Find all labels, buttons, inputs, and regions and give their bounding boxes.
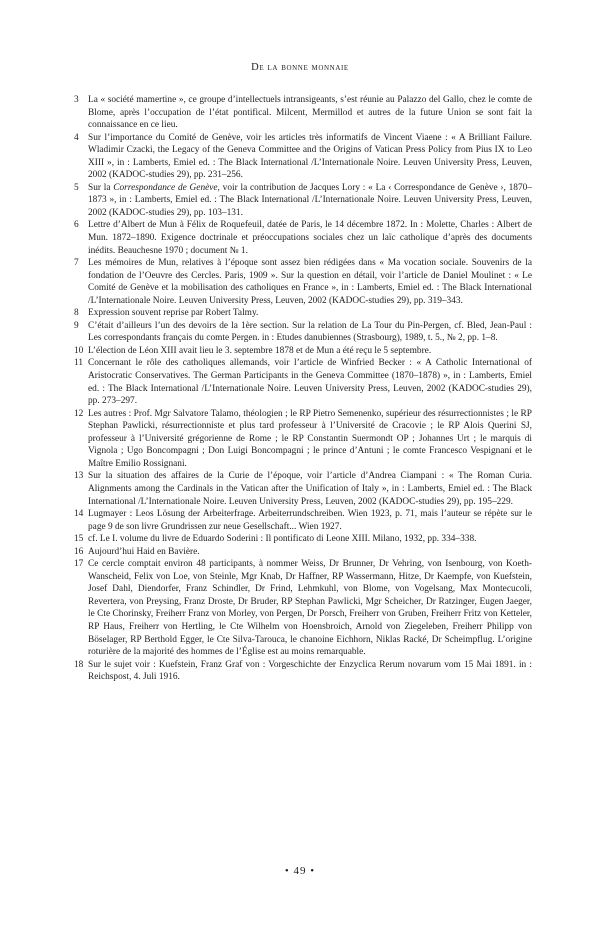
footnote (74, 257, 532, 307)
footnote-text: La « société mamertine », ce groupe d’intellectuels intransigeants, s’est réunie au Palazzo del Gallo, chez le comte de Blome, après l’occupation de l’état pontifical. Milcent, Mermillod et autres de la future Union se sont fait la connaissance en ce lieu. (88, 95, 532, 131)
footnote (74, 533, 532, 546)
footnote-title-italic: Correspondance de Genève, (113, 182, 220, 193)
footnote (74, 470, 532, 508)
footnote (74, 508, 532, 533)
footnote-text-rest: voir la contribution de Jacques Lory : « La ‹ Correspondance de Genève ›, 1870–1873 », in : Lamberts, Emiel ed. : The Black International /L’Internationale Noire. Leuven University Press, Leuven, 2002 (KADOC-studies 29), pp. 103–131. (88, 182, 532, 218)
footnote-number: 9 (74, 320, 79, 331)
footnote-number: 8 (74, 308, 79, 319)
footnote (74, 546, 532, 559)
footnote-text: Aujourd’hui Haid en Bavière. (88, 546, 200, 557)
footnote-number: 5 (74, 182, 79, 193)
footnote-text: C’était d’ailleurs l’un des devoirs de la 1ère section. Sur la relation de La Tour du Pin-Pergen, cf. Bled, Jean-Paul : Les correspondants français du comte Pergen. in : Etudes danubiennes (Strasbourg), 1989, t. 5., № 2, pp. 1–8. (88, 320, 532, 344)
footnotes-list (74, 94, 532, 684)
footnote-number: 4 (74, 132, 79, 143)
footnote-text: Expression souvent reprise par Robert Talmy. (88, 308, 259, 319)
footnote-number: 17 (74, 559, 84, 570)
footnote-number: 11 (74, 358, 83, 369)
footnote-number: 6 (74, 220, 79, 231)
footnote-number: 3 (74, 95, 79, 105)
footnote-text: Sur la situation des affaires de la Curie de l’époque, voir l’article d’Andrea Ciampani : « The Roman Curia. Alignments among the Cardinals in the Vatican after the Unification of Italy », in : Lamberts, Emiel ed. : The Black International /L’Internationale Noire. Leuven University Press, Leuven, 2002 (KADOC-studies 29), pp. 195–229. (88, 471, 532, 507)
footnote-text: Lettre d’Albert de Mun à Félix de Roquefeuil, datée de Paris, le 14 décembre 1872. In : Molette, Charles : Albert de Mun. 1872–1890. Exigence doctrinale et préoccupations sociales chez un laïc catholique d’après des documents inédits. Beauchesne 1970 ; document № 1. (88, 220, 532, 256)
footnote-text: Sur l’importance du Comité de Genève, voir les articles très informatifs de Vincent Viaene : « A Brilliant Failure. Wladimir Czacki, the Legacy of the Geneva Committee and the Origins of Vatican Press Policy from Pius IX to Leo XIII », in : Lamberts, Emiel ed. : The Black International /L’Internationale Noire. Leuven University Press, Leuven, 2002 (KADOC-studies 29), pp. 231–256. (88, 132, 532, 181)
footnote-text: Concernant le rôle des catholiques allemands, voir l’article de Winfried Becker : « A Catholic International of Aristocratic Conservatives. The German Participants in the Geneva Committee (1870–1878) », in : Lamberts, Emiel ed. : The Black International /L’Internationale Noire. Leuven University Press, Leuven, 2002 (KADOC-studies 29), pp. 273–297. (88, 358, 532, 407)
page-number: • 49 • (284, 865, 316, 877)
footnote-number: 7 (74, 258, 79, 269)
footnote-number: 14 (74, 509, 84, 520)
running-head: De la bonne monnaie (251, 62, 349, 73)
footnote-text: Sur le sujet voir : Kuefstein, Franz Graf von : Vorgeschichte der Enzyclica Rerum novarum vom 15 Mai 1891. in : Reichspost, 4. Juli 1916. (88, 659, 532, 683)
footnote-number: 13 (74, 471, 84, 482)
footnote (74, 182, 532, 220)
footnote (74, 558, 532, 658)
footnote-text: Ce cercle comptait environ 48 participants, à nommer Weiss, Dr Brunner, Dr Vehring, von Isenbourg, von Koeth-Wanscheid, Felix von Loe, von Steinle, Mgr Knab, Dr Haffner, RP Wassermann, Hitze, Dr Kaempfe, von Kuefstein, Josef Dahl, Diendorfer, Franz Schindler, Dr Frind, Lehmkuhl, von Blome, von Vogelsang, Max Montecucoli, Revertera, von Preysing, Franz Droste, Dr Bruder, RP Stephan Pawlicki, Mgr Scheicher, Dr Ratzinger, Eugen Jaeger, le Cte Chorinsky, Freiherr Franz von Morley, von Pergen, Dr Porsch, Freiherr von Gruben, Freiherr Fritz von Ketteler, RP Haus, Freiherr von Hertling, le Cte Wilhelm von Hoensbroich, Arnold von Ziegeleben, Freiherr Philipp von Böselager, RP Berthold Egger, le Cte Silva-Tarouca, le chanoine Eichhorn, Niklas Racké, Dr Scheimpflug. L’origine roturière de la majorité des hommes de l’Église est au moins remarquable. (88, 559, 532, 658)
footnote (74, 345, 532, 358)
footnote-text: Les mémoires de Mun, relatives à l’époque sont assez bien rédigées dans « Ma vocation sociale. Souvenirs de la fondation de l’Oeuvre des Cercles. Paris, 1909 ». Sur la question en détail, voir l’article de Daniel Moulinet : « Le Comité de Genève et la mobilisation des catholiques en France », in : Lamberts, Emiel ed. : The Black International /L’Internationale Noire. Leuven University Press, Leuven, 2002 (KADOC-studies 29), pp. 319–343. (88, 258, 532, 306)
footnote-text: L’élection de Léon XIII avait lieu le 3. septembre 1878 et de Mun a été reçu le 5 septembre. (88, 345, 432, 356)
footnote (74, 94, 532, 132)
footnote (74, 307, 532, 320)
footnote-number: 16 (74, 546, 84, 557)
footnote-number: 18 (74, 659, 84, 670)
footnote-number: 12 (74, 408, 84, 419)
footnote (74, 659, 532, 684)
footnote (74, 408, 532, 471)
footnote-text: Lugmayer : Leos Lösung der Arbeiterfrage. Arbeiterrundschreiben. Wien 1923, p. 71, mais l’auteur se répète sur le page 9 de son livre Grundrissen zur neue Gesellschaft... Wien 1927. (88, 509, 532, 532)
footnote-number: 10 (74, 345, 84, 356)
footnote-text (88, 182, 532, 220)
footnote (74, 357, 532, 407)
footnote (74, 320, 532, 345)
footnote-text-lead: Sur la (88, 182, 114, 193)
footnote-text: Les autres : Prof. Mgr Salvatore Talamo, théologien ; le RP Pietro Semenenko, supérieur des résurrectionnistes ; le RP Stephan Pawlicki, résurrectionniste et plus tard professeur à l’Université de Cracovie ; le RP Alois Querini SJ, professeur à l’Université grégorienne de Rome ; le RP Constantin Suermondt OP ; Johannes Urt ; le marquis di Vignola ; Ugo Boncompagni ; Don Luigi Boncompagni ; le prince d’Antuni ; le comte Francesco Vespignani et le Maître Emilio Rossignani. (88, 408, 532, 469)
footnote-number: 15 (74, 534, 84, 545)
footnote-text: cf. Le I. volume du livre de Eduardo Soderini : Il pontificato di Leone XIII. Milano, 1932, pp. 334–338. (88, 534, 477, 545)
footnote (74, 132, 532, 182)
footnote (74, 219, 532, 257)
